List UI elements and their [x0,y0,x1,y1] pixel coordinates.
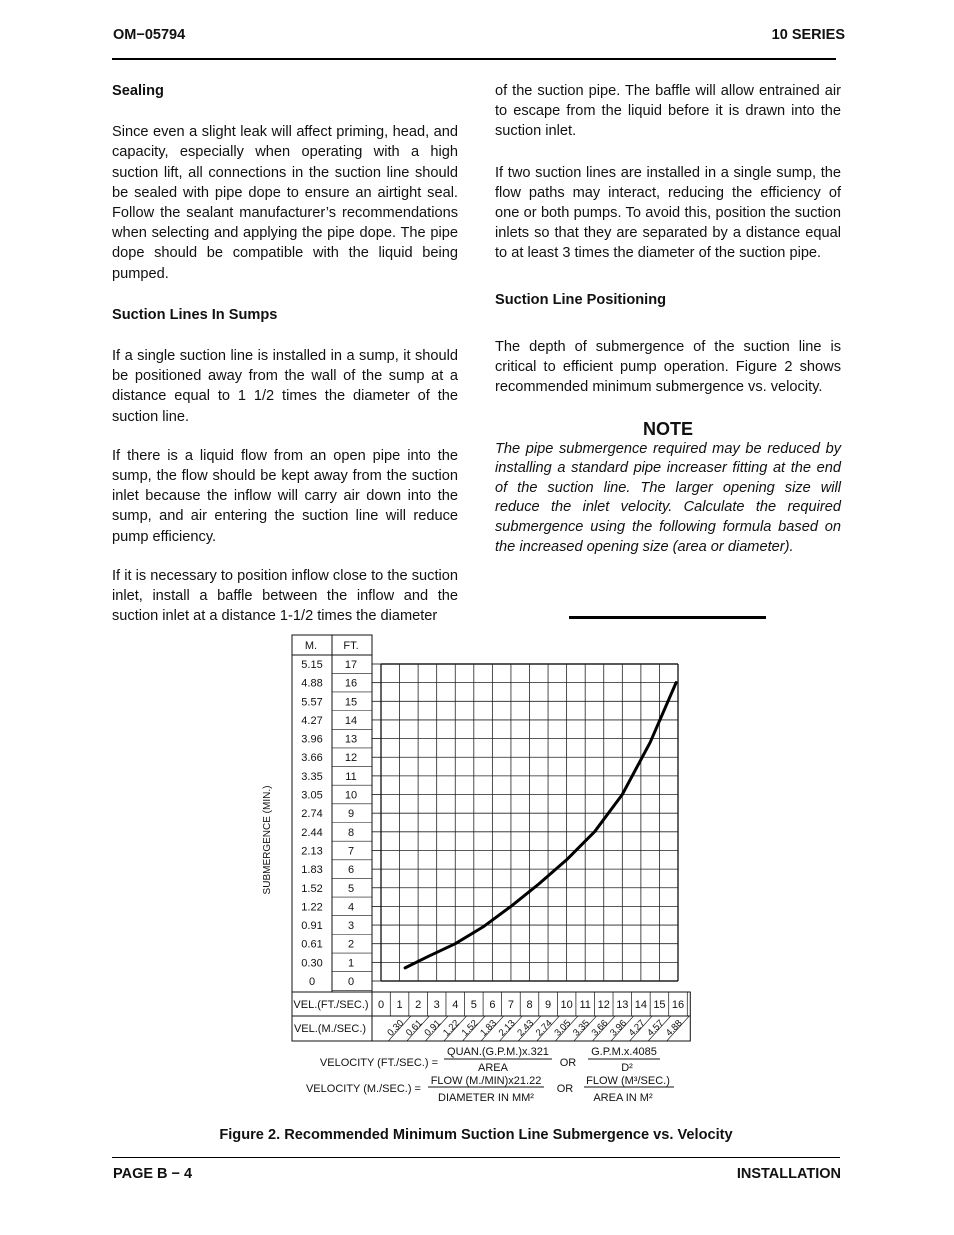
y-tick-label-ft: 0 [347,976,355,988]
x-tick-label-ms: 1.52 [459,1017,481,1039]
positioning-heading: Suction Line Positioning [495,291,667,308]
x-tick-label-ms: 3.96 [608,1017,629,1039]
x-tick-label-fts: 6 [489,999,496,1011]
formula-fts-num2: G.P.M.x.4085 [591,1046,657,1058]
y-tick-label-ft: 9 [347,808,355,821]
formula-ms-den1: DIAMETER IN MM² [438,1092,534,1104]
x-tick-label-ms: 3.35 [570,1017,592,1039]
y-tick-label-m: 0.30 [301,957,323,970]
y-tick-label-ft: 17 [344,659,358,671]
x-tick-label-ms: 3.66 [589,1017,611,1039]
y-tick-label-m: 2.13 [301,845,323,858]
formula-ms-den2: AREA IN M² [593,1092,653,1104]
y-tick-label-ft: 1 [347,957,355,970]
x-tick-label-ms: 0.30 [385,1017,407,1039]
x-label-ms: VEL.(M./SEC.) [293,1023,367,1035]
x-label-fts: VEL.(FT./SEC.) [293,999,369,1011]
y-tick-label-m: 4.27 [301,714,323,727]
x-tick-label-fts: 3 [433,999,440,1011]
y-tick-label-m: 3.35 [301,770,323,783]
y-tick-label-ft: 7 [347,845,355,858]
figure-caption: Figure 2. Recommended Minimum Suction Line Submergence vs. Velocity [219,1127,733,1143]
y-tick-label-ft: 16 [344,677,358,690]
series-label: 10 SERIES [771,27,845,43]
x-tick-label-fts: 8 [526,999,533,1011]
y-tick-label-ft: 3 [347,920,355,933]
x-tick-label-fts: 2 [415,999,422,1011]
y-col-m-header: M. [304,640,318,652]
x-tick-label-ms: 4.27 [626,1017,648,1039]
footer-rule [112,1157,840,1158]
y-tick-label-ft: 4 [347,901,355,914]
sumps-paragraph-3: If it is necessary to position inflow close to the suction inlet, install a baffle between the inflow and the suction inlet at a distance 1-1/2 times the diameter [112,567,458,625]
x-tick-label-ms: 2.43 [515,1017,537,1039]
formula-ms-num2: FLOW (M³/SEC.) [586,1075,670,1087]
y-tick-label-ft: 11 [345,770,357,783]
x-tick-label-fts: 7 [507,999,514,1011]
sumps-paragraph-1: If a single suction line is installed in a sump, it should be positioned away from the wall of the sump at a distance equal to 1 1/2 times the diameter of the suction line. [112,348,458,425]
x-tick-label-fts: 14 [634,999,647,1011]
baffle-continuation: of the suction pipe. The baffle will allow entrained air to escape from the liquid before it is drawn into the suction inlet. [495,83,841,140]
y-tick-label-m: 4.88 [301,677,323,690]
formula-ms-or: OR [556,1083,574,1095]
x-tick-label-fts: 11 [579,999,591,1011]
x-tick-label-ms: 1.22 [441,1017,462,1039]
x-tick-label-ms: 4.88 [663,1017,685,1039]
x-tick-label-ms: 3.05 [552,1017,574,1039]
y-tick-label-m: 0 [308,976,316,988]
x-tick-label-fts: 9 [545,999,552,1011]
y-tick-label-ft: 2 [347,938,355,951]
x-tick-label-fts: 0 [377,999,385,1011]
y-tick-label-m: 2.74 [301,808,323,821]
doc-id: OM−05794 [113,27,186,43]
y-axis-label: SUBMERGENCE (MIN.) [262,785,273,895]
formula-fts-label: VELOCITY (FT./SEC.) = [319,1057,438,1069]
formula-fts-den2: D² [621,1062,633,1074]
x-tick-label-ms: 0.91 [422,1017,444,1039]
two-lines-paragraph: If two suction lines are installed in a single sump, the flow paths may interact, reducing the efficiency of one or both pumps. To avoid this, position the suction inlets so that they are separated by a distance equal to at least 3 times the diameter of the suction pipe. [495,164,841,262]
x-tick-label-ms: 0.61 [403,1017,425,1039]
formula-fts-or: OR [559,1057,577,1069]
y-tick-label-m: 1.22 [301,901,323,914]
y-tick-label-m: 5.15 [301,659,323,671]
x-tick-label-ms: 4.57 [645,1017,667,1039]
y-tick-label-ft: 10 [344,789,358,802]
sumps-paragraph-2: If there is a liquid flow from an open pipe into the sump, the flow should be kept away from the suction inlet because the inflow will carry air down into the sump, and air entering the suction line will reduce pump efficiency. [112,447,458,545]
y-tick-label-m: 5.57 [301,696,323,709]
formula-ms-num1: FLOW (M./MIN)x21.22 [430,1075,542,1087]
section-name: INSTALLATION [736,1166,841,1182]
y-tick-label-ft: 12 [344,752,358,765]
y-tick-label-m: 0.91 [301,920,323,933]
positioning-paragraph: The depth of submergence of the suction line is critical to efficient pump operation. Figure 2 shows recommended minimum submergence vs. velocity. [495,338,841,396]
formula-ms-label: VELOCITY (M./SEC.) = [305,1083,421,1095]
x-tick-label-fts: 1 [396,999,403,1011]
y-tick-label-m: 0.61 [301,938,323,951]
y-tick-label-ft: 15 [344,696,358,709]
y-tick-label-m: 3.05 [301,789,323,802]
y-tick-label-ft: 13 [344,733,358,746]
x-tick-label-fts: 13 [616,999,629,1011]
y-tick-label-m: 3.96 [301,733,323,746]
sumps-heading: Suction Lines In Sumps [112,306,278,323]
x-tick-label-fts: 16 [671,999,685,1011]
formula-fts-den1: AREA [478,1062,508,1074]
page-number: PAGE B − 4 [113,1166,193,1182]
y-tick-label-ft: 6 [347,864,355,877]
x-tick-label-fts: 15 [653,999,666,1011]
x-tick-label-fts: 10 [560,999,573,1011]
y-tick-label-m: 1.83 [301,864,323,877]
x-tick-label-fts: 5 [470,999,477,1011]
y-tick-label-ft: 5 [347,882,355,895]
x-tick-label-ms: 2.74 [533,1017,555,1039]
sealing-paragraph: Since even a slight leak will affect priming, head, and capacity, especially when operating with a high suction lift, all connections in the suction line should be sealed with pipe dope to ensure an airtight seal. Follow the sealant manufacturer’s recommendations when selecting and applying the pipe dope. The pipe dope should be compatible with the liquid being pumped. [112,124,458,282]
x-tick-label-fts: 12 [597,999,610,1011]
y-tick-label-m: 1.52 [301,882,323,895]
y-tick-label-m: 2.44 [301,826,323,839]
note-title: NOTE [642,419,693,440]
note-body: The pipe submergence required may be reduced by installing a standard pipe increaser fitting at the end of the suction line. The larger opening size will reduce the inlet velocity. Calculate the required submergence using the following formula based on the increased opening size (area or diameter). [495,440,841,555]
formula-fts-num1: QUAN.(G.P.M.)x.321 [447,1046,549,1058]
sealing-heading: Sealing [112,83,164,99]
y-tick-label-ft: 8 [347,826,355,839]
x-tick-label-ms: 2.13 [496,1017,518,1039]
x-tick-label-ms: 1.83 [478,1017,500,1039]
y-col-ft-header: FT. [343,640,359,652]
y-tick-label-m: 3.66 [301,752,323,765]
y-tick-label-ft: 14 [344,714,358,727]
x-tick-label-fts: 4 [452,999,459,1011]
